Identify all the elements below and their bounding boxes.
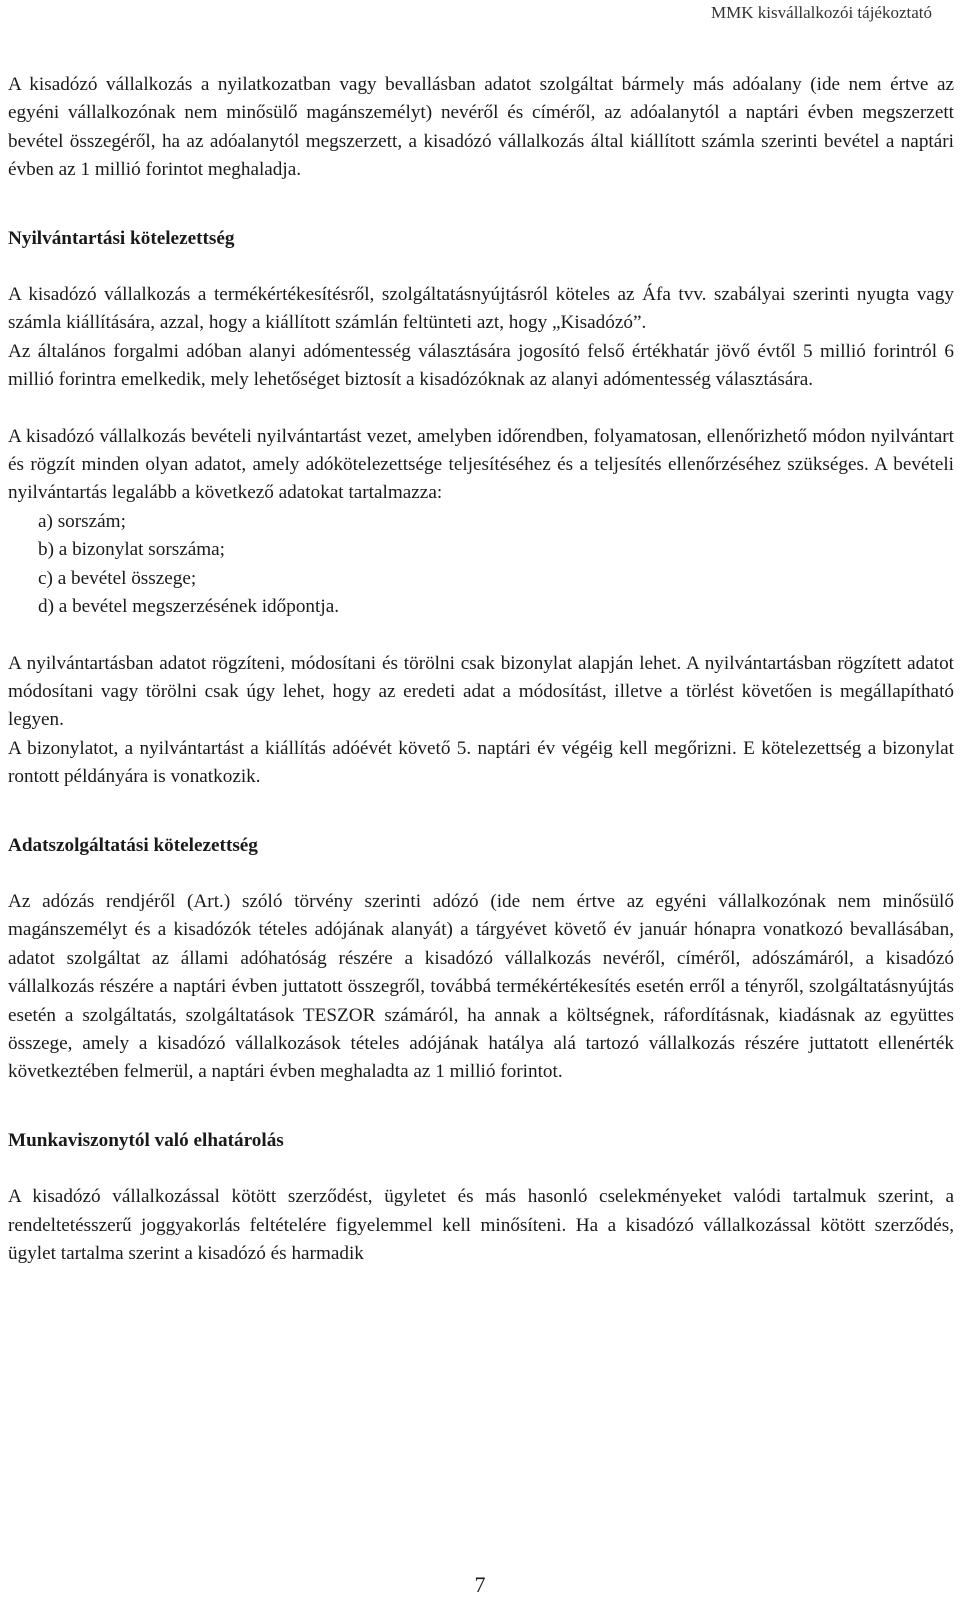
list-item: c) a bevétel összege; xyxy=(38,567,197,589)
required-data-list xyxy=(8,508,954,622)
paragraph-nyilv-5: A bizonylatot, a nyilvántartást a kiállítás adóévét követő 5. naptári év végéig kell megőrizni. E kötelezettség a bizonylat rontott példányára is vonatkozik. xyxy=(8,737,954,788)
list-item: a) sorszám; xyxy=(38,510,126,532)
document-body xyxy=(8,71,954,1268)
paragraph-nyilv-4: A nyilvántartásban adatot rögzíteni, módosítani és törölni csak bizonylat alapján lehet. A nyilvántartásban rögzített adatot módosítani vagy törölni csak úgy lehet, hogy az eredeti adat a módosítást, illetve a törlést követően is megállapítható legyen. xyxy=(8,652,954,731)
heading-munkaviszony: Munkaviszonytól való elhatárolás xyxy=(8,1129,284,1151)
paragraph-nyilv-3: A kisadózó vállalkozás bevételi nyilvántartást vezet, amelyben időrendben, folyamatosan, ellenőrizhető módon nyilvántart és rögzít minden olyan adatot, amely adókötelezettsége teljesítéséhez és a teljesítés ellenőrzéséhez szükséges. A bevételi nyilvántartás legalább a következő adatokat tartalmazza: xyxy=(8,425,954,504)
heading-adatszolgaltatasi: Adatszolgáltatási kötelezettség xyxy=(8,834,258,856)
page-header-title: MMK kisvállalkozói tájékoztató xyxy=(711,3,932,22)
list-item: d) a bevétel megszerzésének időpontja. xyxy=(38,596,340,618)
heading-nyilvantartasi: Nyilvántartási kötelezettség xyxy=(8,227,235,249)
paragraph-nyilv-2: Az általános forgalmi adóban alanyi adómentesség választására jogosító felső értékhatár jövő évtől 5 millió forintról 6 millió forintra emelkedik, mely lehetőséget biztosít a kisadózóknak az alanyi adómentesség választására. xyxy=(8,340,954,391)
paragraph-intro: A kisadózó vállalkozás a nyilatkozatban vagy bevallásban adatot szolgáltat bármely más adóalany (ide nem értve az egyéni vállalkozónak nem minősülő magánszemélyt) nevéről és címéről, az adóalanytól a naptári évben megszerzett bevétel összegéről, ha az adóalanytól megszerzett, a kisadózó vállalkozás által kiállított számla szerinti bevétel a naptári évben az 1 millió forintot meghaladja. xyxy=(8,74,954,181)
paragraph-adatszolgaltatasi: Az adózás rendjéről (Art.) szóló törvény szerinti adózó (ide nem értve az egyéni vállalkozónak nem minősülő magánszemélyt és a kisadózók tételes adójának alanyát) a tárgyévet követő év január hónapra vonatkozó bevallásában, adatot szolgáltat az állami adóhatóság részére a kisadózó vállalkozás nevéről, címéről, adószámáról, a kisadózó vállalkozás részére a naptári évben juttatott összegről, továbbá termékértékesítés esetén erről a tényről, szolgáltatásnyújtás esetén a szolgáltatás, szolgáltatások TESZOR számáról, ha annak a költségnek, ráfordításnak, kiadásnak az együttes összege, amely a kisadózó vállalkozások tételes adójának hatálya alá tartozó vállalkozás részére juttatott ellenérték következtében felmerül, a naptári évben meghaladta az 1 millió forintot. xyxy=(8,890,954,1083)
paragraph-nyilv-1: A kisadózó vállalkozás a termékértékesítésről, szolgáltatásnyújtásról köteles az Áfa tvv. szabályai szerinti nyugta vagy számla kiállítására, azzal, hogy a kiállított számlán feltünteti azt, hogy „Kisadózó”. xyxy=(8,284,954,334)
paragraph-munkaviszony: A kisadózó vállalkozással kötött szerződést, ügyletet és más hasonló cselekményeket valódi tartalmuk szerint, a rendeltetésszerű joggyakorlás feltételére figyelemmel kell minősíteni. Ha a kisadózó vállalkozással kötött szerződés, ügylet tartalma szerint a kisadózó és harmadik xyxy=(8,1186,954,1264)
page-number: 7 xyxy=(474,1572,486,1597)
list-item: b) a bizonylat sorszáma; xyxy=(38,539,226,561)
